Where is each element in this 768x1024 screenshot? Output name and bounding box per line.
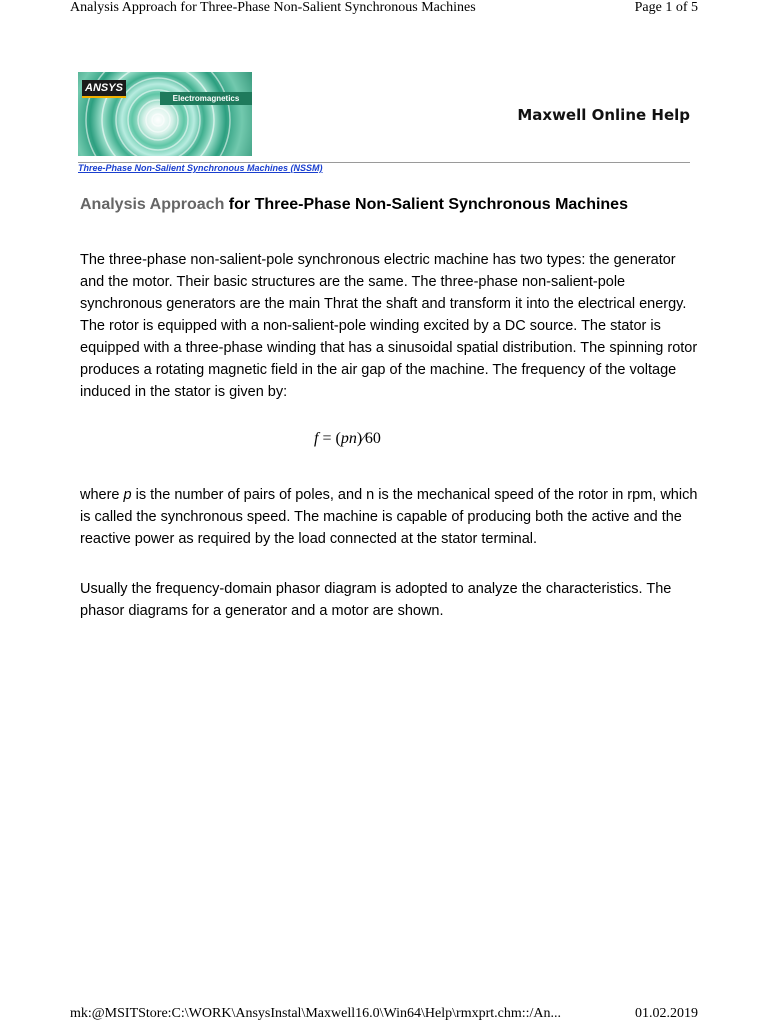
page-title (80, 193, 660, 217)
paragraph-phasor: Usually the frequency-domain phasor diagram is adopted to analyze the characteristics. The phasor diagrams for a generator and a motor are shown. (80, 581, 672, 619)
ansys-banner (78, 72, 252, 156)
paragraph-where (80, 484, 700, 550)
paragraph-intro: The three-phase non-salient-pole synchronous electric machine has two types: the generator and the motor. Their basic structures are the same. The three-phase non-salient-pole synchronous generators are the main Thrat the shaft and transform it into the electrical energy. The rotor is equipped with a non-salient-pole winding excited by a DC source. The stator is equipped with a three-phase winding that has a sinusoidal spatial distribution. The spinning rotor produces a rotating magnetic field in the air gap of the machine. The frequency of the voltage induced in the stator is given by: (80, 252, 698, 400)
print-footer (70, 1006, 698, 1024)
print-footer-date: 01.02.2019 (635, 1006, 698, 1021)
formula-eq: = ( (318, 430, 341, 447)
frequency-formula (314, 430, 381, 448)
paragraph-where-start: where (80, 487, 124, 503)
variable-p: p (123, 487, 132, 503)
page-title-accent: Analysis Approach (80, 196, 225, 213)
breadcrumb-link[interactable]: Three-Phase Non-Salient Synchronous Machines (NSSM) (78, 163, 323, 173)
formula-den: 60 (364, 430, 381, 447)
help-title: Maxwell Online Help (517, 106, 690, 124)
print-footer-path: mk:@MSITStore:C:\WORK\AnsysInstal\Maxwell16.0\Win64\Help\rmxprt.chm::/An... (70, 1006, 562, 1021)
formula-vars: pn (340, 430, 357, 447)
formula-slash: ⁄ (362, 430, 365, 447)
paragraph-where-end: is the number of pairs of poles, and n is the mechanical speed of the rotor in rpm, which is called the synchronous speed. The machine is capable of producing both the active and the reactive power as required by the load connected at the stator terminal. (80, 487, 698, 547)
formula-close: ) (356, 430, 363, 447)
print-header-title: Analysis Approach for Three-Phase Non-Salient Synchronous Machines (70, 0, 476, 15)
ansys-logo: ANSYS (82, 80, 126, 98)
page-title-rest: for Three-Phase Non-Salient Synchronous Machines (224, 196, 628, 213)
formula-lhs: f (314, 430, 319, 447)
print-header (70, 0, 698, 20)
product-label: Electromagnetics (160, 92, 252, 105)
print-header-page: Page 1 of 5 (634, 0, 698, 15)
